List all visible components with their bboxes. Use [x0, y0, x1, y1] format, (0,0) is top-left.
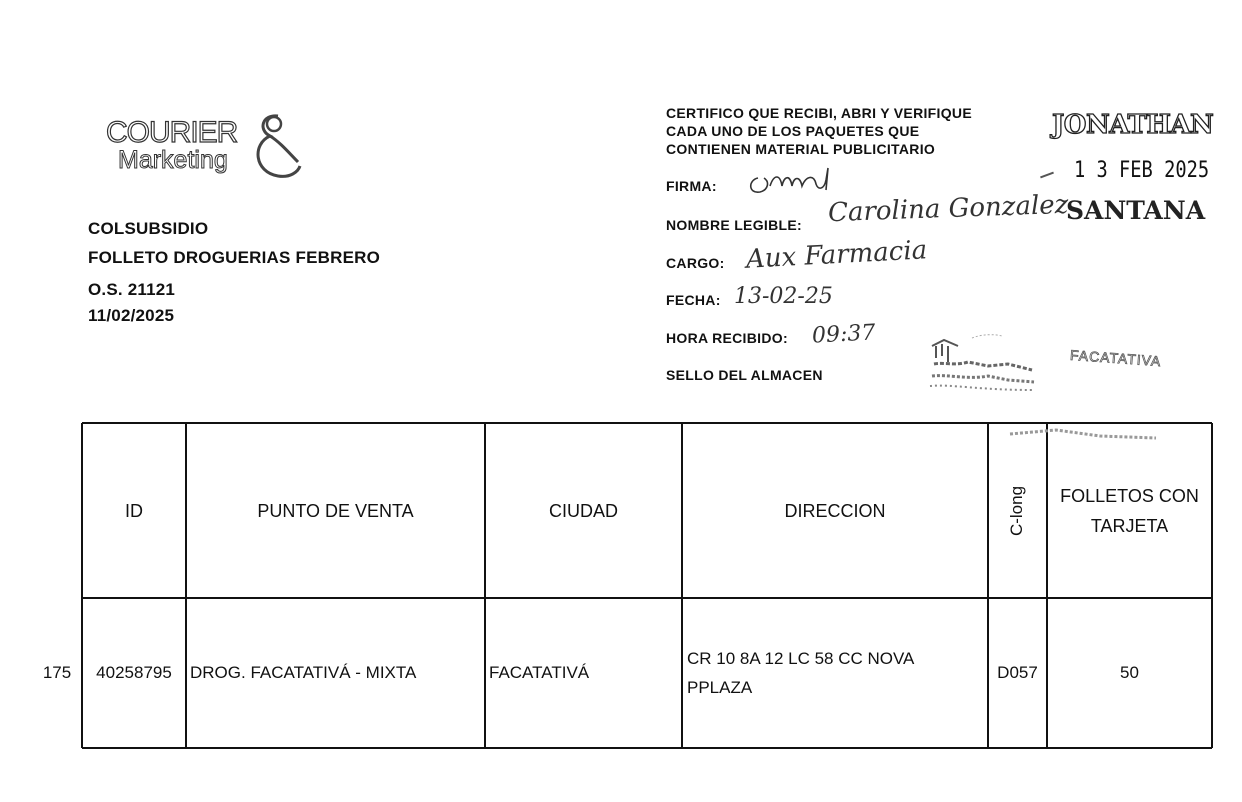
column-header-folletos-line-1: FOLLETOS CON [1060, 485, 1199, 506]
certificate-line-2: CADA UNO DE LOS PAQUETES QUE [666, 123, 920, 139]
receiver-last-name-stamp: SANTANA [1066, 196, 1206, 225]
column-header-ciudad: CIUDAD [548, 500, 618, 521]
handwritten-hora: 09:37 [811, 320, 877, 349]
receiver-first-name-stamp: JONATHAN [1052, 110, 1214, 140]
hora-label: HORA RECIBIDO: [666, 330, 788, 346]
client-name: COLSUBSIDIO [88, 219, 209, 238]
column-header-punto-de-venta: PUNTO DE VENTA [257, 500, 414, 521]
column-header-folletos-line-2: TARJETA [1090, 515, 1169, 536]
order-number: O.S. 21121 [88, 280, 176, 299]
order-date: 11/02/2025 [88, 306, 175, 325]
column-header-id: ID [125, 500, 143, 521]
firma-label: FIRMA: [666, 178, 717, 194]
cargo-label: CARGO: [666, 255, 725, 271]
cell-folletos: 50 [1120, 663, 1139, 682]
location-stamp: FACATATIVA [1069, 346, 1162, 370]
date-received-stamp: 1 3 FEB 2025 [1074, 158, 1210, 183]
cell-direccion: CR 10 8A 12 LC 58 CC NOVA PPLAZA [687, 649, 914, 697]
column-header-folletos [1047, 423, 1212, 598]
row-number: 175 [42, 663, 72, 682]
column-header-code: C-long [1007, 485, 1027, 536]
certificate-line-3: CONTIENEN MATERIAL PUBLICITARIO [666, 141, 936, 157]
certificate-line-1: CERTIFICO QUE RECIBI, ABRI Y VERIFIQUE [666, 105, 972, 121]
cell-ciudad: FACATATIVÁ [489, 663, 590, 682]
cell-punto-de-venta: DROG. FACATATIVÁ - MIXTA [190, 663, 417, 682]
campaign-name: FOLLETO DROGUERIAS FEBRERO [88, 248, 381, 267]
handwritten-cargo: Aux Farmacia [745, 235, 928, 275]
column-header-code-cell [988, 423, 1047, 598]
cell-id: 40258795 [96, 663, 172, 682]
nombre-label: NOMBRE LEGIBLE: [666, 217, 802, 233]
column-header-direccion: DIRECCION [784, 500, 886, 521]
handwritten-nombre: Carolina Gonzalez [827, 189, 1069, 229]
handwritten-fecha: 13-02-25 [734, 284, 833, 309]
fecha-label: FECHA: [666, 292, 721, 308]
sello-label: SELLO DEL ALMACEN [666, 367, 823, 383]
logo-courier-text: COURIER [106, 116, 238, 149]
logo-marketing-text: Marketing [118, 146, 228, 174]
cell-code: D057 [997, 663, 1038, 682]
